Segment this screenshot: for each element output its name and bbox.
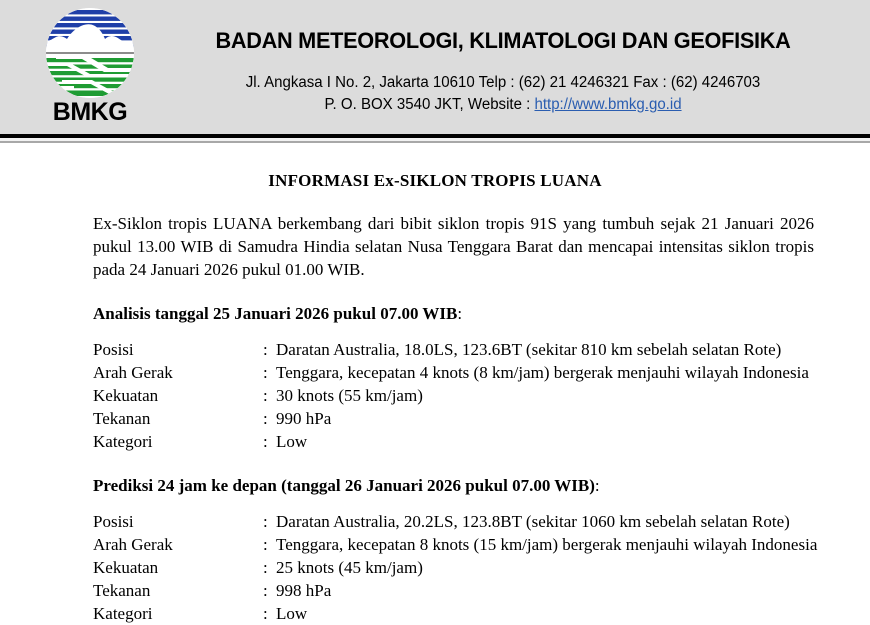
row-colon: : <box>263 340 268 359</box>
bmkg-website-link[interactable]: http://www.bmkg.go.id <box>534 96 682 113</box>
table-row <box>93 533 870 556</box>
row-colon: : <box>263 581 268 600</box>
row-value: Tenggara, kecepatan 4 knots (8 km/jam) bergerak menjauhi wilayah Indonesia <box>276 363 809 382</box>
address-line-2-prefix: P. O. BOX 3540 JKT, Website : <box>324 96 535 113</box>
table-row <box>93 361 870 384</box>
row-label: Posisi <box>93 340 134 359</box>
row-value: 25 knots (45 km/jam) <box>276 558 423 577</box>
row-label: Posisi <box>93 512 134 531</box>
table-row <box>93 430 870 453</box>
row-colon: : <box>263 535 268 554</box>
section-heading-analysis-suffix: : <box>457 304 463 323</box>
table-row <box>93 510 870 533</box>
row-colon: : <box>263 604 268 623</box>
table-row <box>93 407 870 430</box>
organization-name: BADAN METEOROLOGI, KLIMATOLOGI DAN GEOFISIKA <box>215 28 791 53</box>
section-heading-prediction-suffix: : <box>594 476 600 495</box>
analysis-table <box>0 338 870 453</box>
table-row <box>93 602 870 625</box>
row-colon: : <box>263 363 268 382</box>
row-value: 998 hPa <box>276 581 332 600</box>
intro-paragraph: Ex-Siklon tropis LUANA berkembang dari bibit siklon tropis 91S yang tumbuh sejak 21 Januari 2026 pukul 13.00 WIB di Samudra Hindia selatan Nusa Tenggara Barat dan mencapai intensitas siklon tropis pada 24 Januari 2026 pukul 01.00 WIB. <box>93 214 814 279</box>
document-body <box>0 146 870 625</box>
bmkg-wordmark: BMKG <box>52 98 128 126</box>
row-label: Arah Gerak <box>93 535 173 554</box>
row-label: Kekuatan <box>93 386 159 405</box>
row-colon: : <box>263 558 268 577</box>
table-row <box>93 556 870 579</box>
row-colon: : <box>263 512 268 531</box>
table-row <box>93 384 870 407</box>
document-title: INFORMASI Ex-SIKLON TROPIS LUANA <box>268 171 602 190</box>
row-colon: : <box>263 409 268 428</box>
table-row <box>93 579 870 602</box>
table-row <box>93 338 870 361</box>
section-heading-prediction <box>0 475 870 497</box>
row-label: Kategori <box>93 604 153 623</box>
row-label: Tekanan <box>93 581 151 600</box>
row-value: Tenggara, kecepatan 8 knots (15 km/jam) bergerak menjauhi wilayah Indonesia <box>276 535 818 554</box>
section-heading-analysis <box>0 303 870 325</box>
address-line-2 <box>161 94 846 115</box>
prediction-table <box>0 510 870 625</box>
row-value: Low <box>276 604 308 623</box>
row-value: Daratan Australia, 20.2LS, 123.8BT (sekitar 1060 km sebelah selatan Rote) <box>276 512 790 531</box>
row-colon: : <box>263 432 268 451</box>
section-heading-prediction-text: Prediksi 24 jam ke depan (tanggal 26 Januari 2026 pukul 07.00 WIB) <box>93 476 595 495</box>
letterhead-text <box>150 0 856 115</box>
row-label: Kategori <box>93 432 153 451</box>
address-line-1: Jl. Angkasa I No. 2, Jakarta 10610 Telp : (62) 21 4246321 Fax : (62) 4246703 <box>245 74 761 91</box>
section-heading-analysis-text: Analisis tanggal 25 Januari 2026 pukul 07.00 WIB <box>93 304 458 323</box>
row-value: Low <box>276 432 308 451</box>
row-value: 990 hPa <box>276 409 332 428</box>
row-label: Kekuatan <box>93 558 159 577</box>
row-colon: : <box>263 386 268 405</box>
bmkg-logo <box>40 5 140 131</box>
bmkg-logo-icon <box>46 8 134 98</box>
row-value: Daratan Australia, 18.0LS, 123.6BT (sekitar 810 km sebelah selatan Rote) <box>276 340 782 359</box>
letterhead <box>0 0 870 134</box>
row-label: Tekanan <box>93 409 151 428</box>
row-value: 30 knots (55 km/jam) <box>276 386 423 405</box>
row-label: Arah Gerak <box>93 363 173 382</box>
